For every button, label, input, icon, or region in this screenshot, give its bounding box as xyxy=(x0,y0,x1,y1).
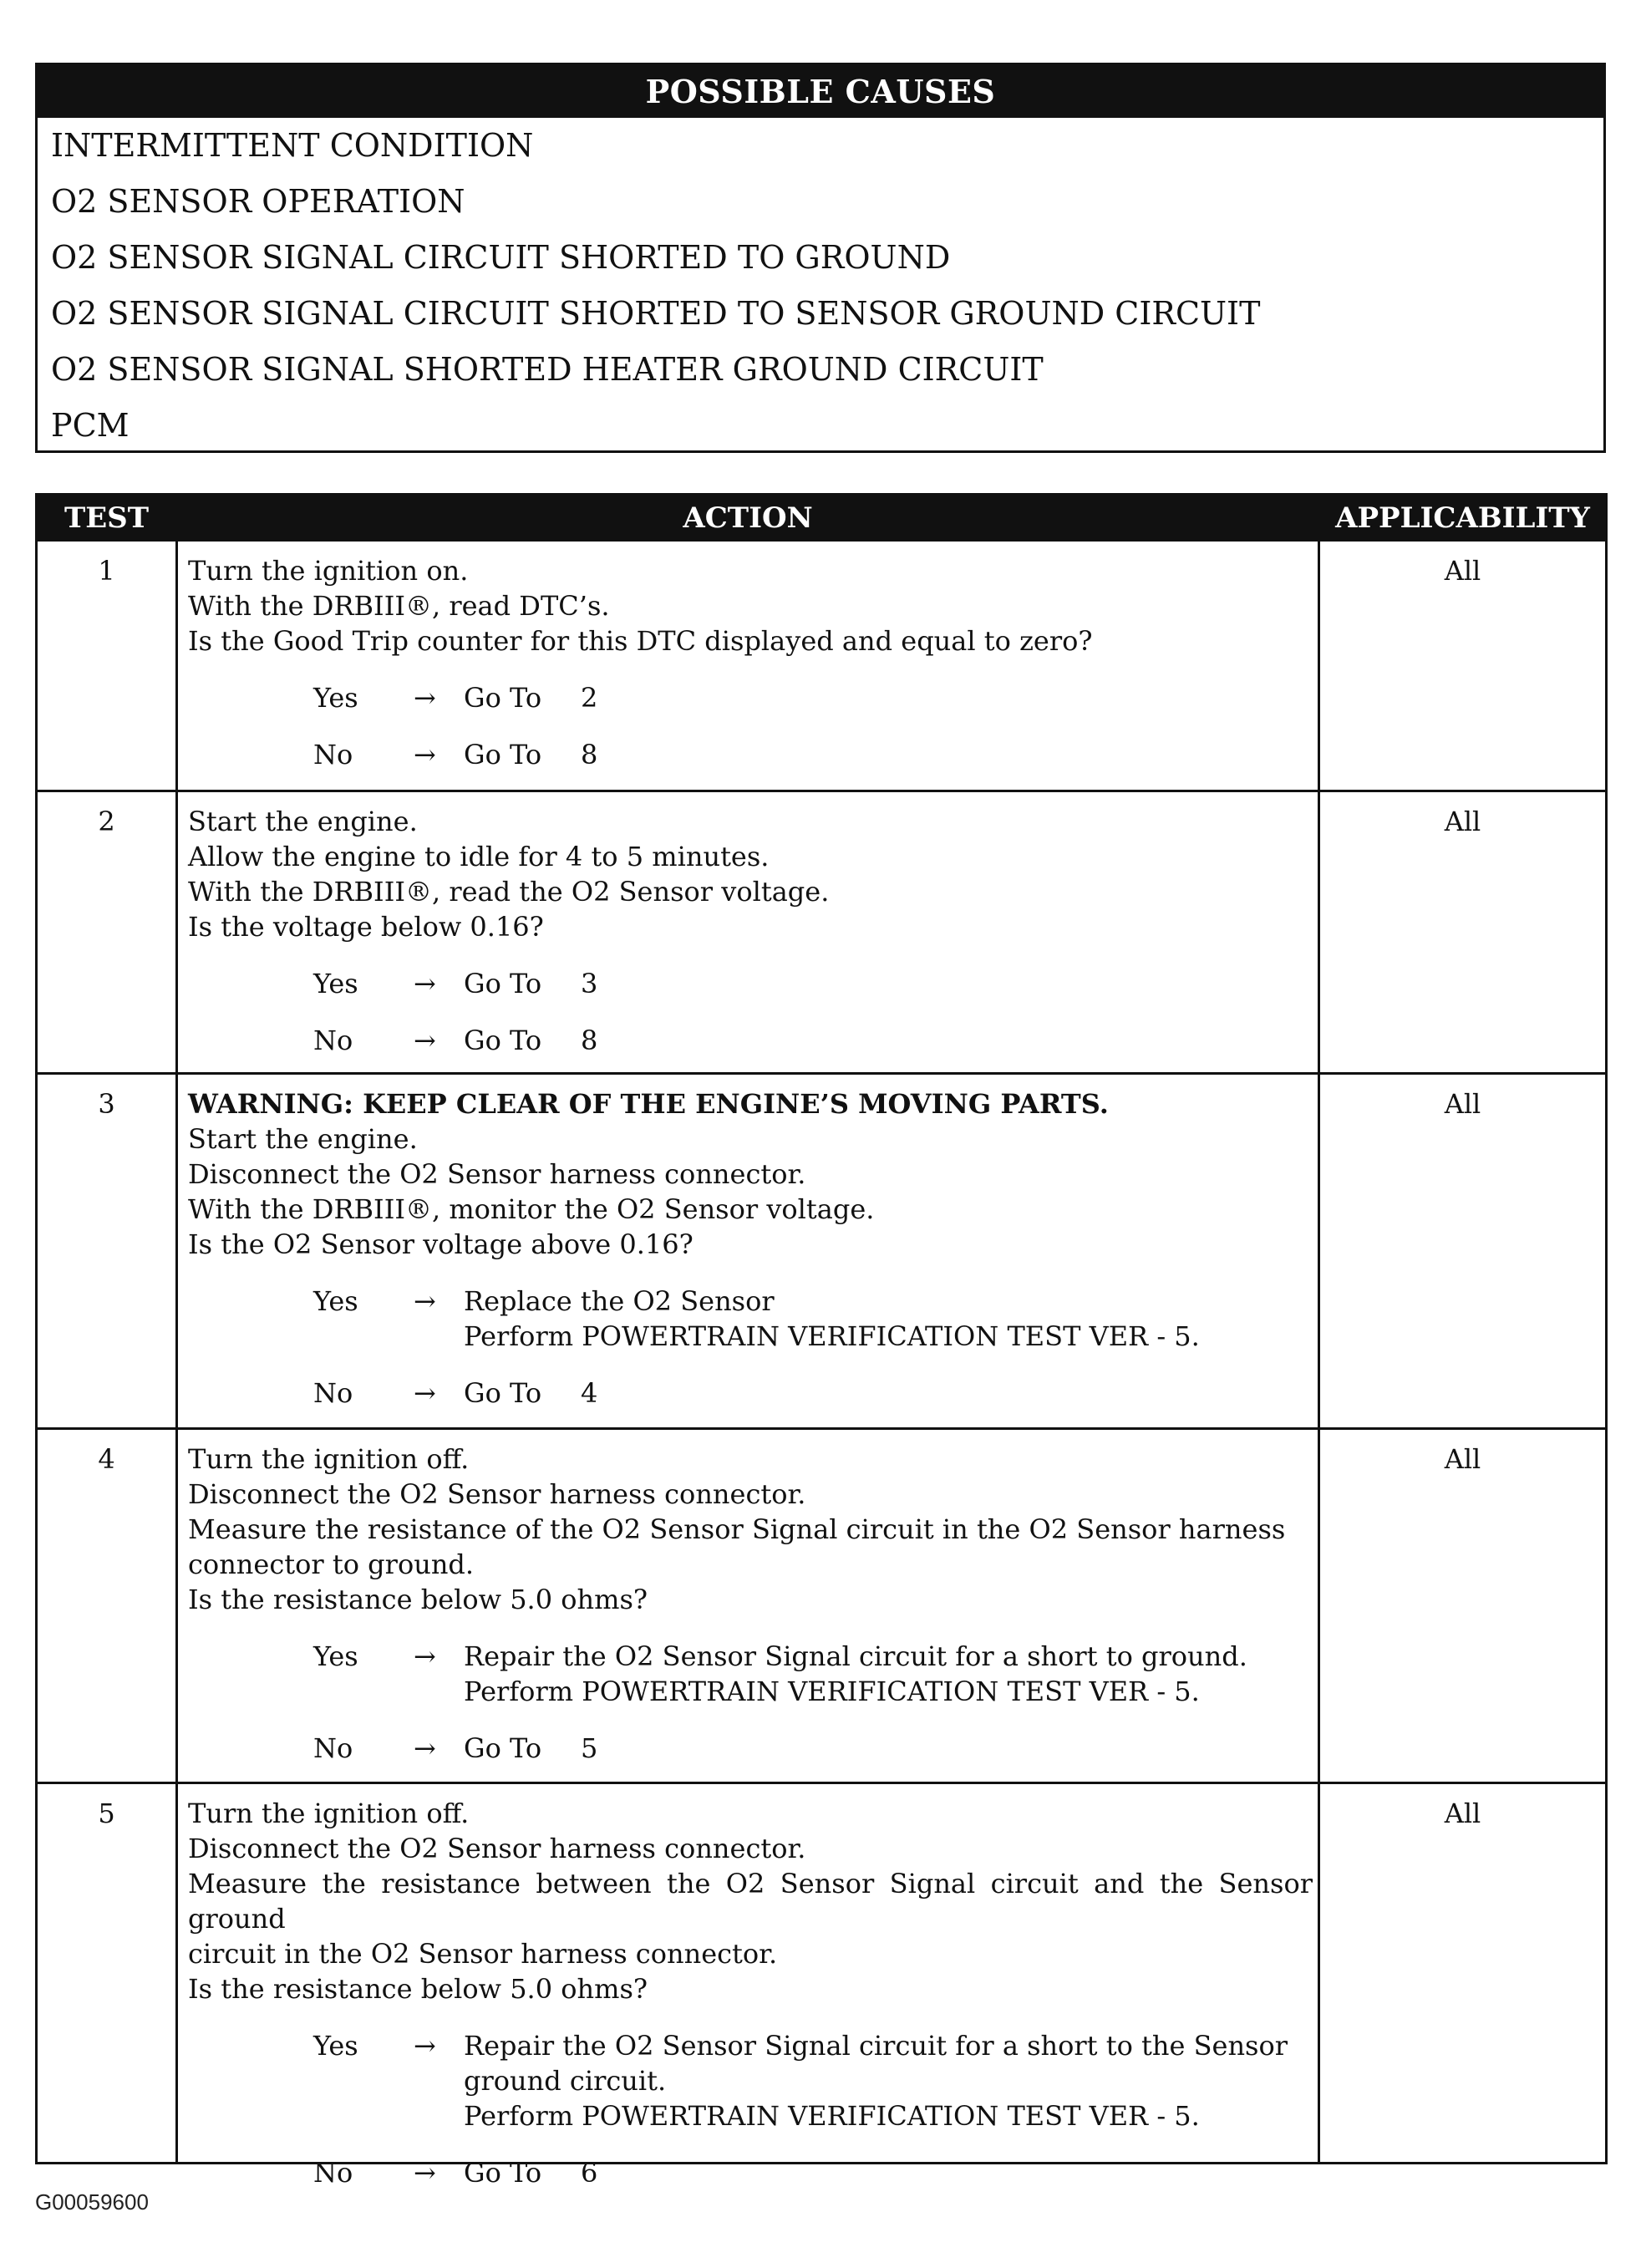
test-applicability: All xyxy=(1444,1088,1481,1120)
arrow-icon: → xyxy=(414,1285,436,1317)
action-line: With the DRBIII®, monitor the O2 Sensor voltage. xyxy=(188,1193,875,1225)
table-header xyxy=(38,496,1605,542)
test-applicability: All xyxy=(1444,555,1481,587)
action-line: Is the O2 Sensor voltage above 0.16? xyxy=(188,1228,693,1260)
no-branch xyxy=(188,1376,1313,1411)
arrow-icon: → xyxy=(414,2157,436,2189)
test-number: 1 xyxy=(98,555,115,587)
goto-target: 4 xyxy=(581,1377,598,1409)
no-branch xyxy=(188,2155,1313,2190)
goto-target: 3 xyxy=(581,968,598,999)
test-action xyxy=(188,804,1313,1058)
diagnostic-test-table xyxy=(35,493,1608,2189)
action-line: Disconnect the O2 Sensor harness connector. xyxy=(188,1158,806,1190)
action-line: With the DRBIII®, read DTC’s. xyxy=(188,590,610,622)
test-applicability: All xyxy=(1444,806,1481,837)
header-test: TEST xyxy=(64,501,150,535)
test-number: 3 xyxy=(98,1088,115,1120)
goto-label: Go To xyxy=(464,682,542,714)
table-row xyxy=(38,790,1605,1072)
goto-label: Go To xyxy=(464,1377,542,1409)
test-applicability: All xyxy=(1444,1798,1481,1829)
arrow-icon: → xyxy=(414,682,436,714)
no-branch xyxy=(188,1731,1313,1766)
yes-label: Yes xyxy=(313,968,358,999)
action-line: Allow the engine to idle for 4 to 5 minutes. xyxy=(188,841,770,872)
no-branch xyxy=(188,737,1313,772)
goto-target: 6 xyxy=(581,2157,598,2189)
yes-branch xyxy=(188,680,1313,715)
cause-item: O2 SENSOR OPERATION xyxy=(51,183,465,220)
action-line: Turn the ignition off. xyxy=(188,1798,470,1829)
yes-branch xyxy=(188,966,1313,1001)
table-row xyxy=(38,1072,1605,1427)
action-line: Disconnect the O2 Sensor harness connector. xyxy=(188,1478,806,1510)
test-action xyxy=(188,553,1313,772)
yes-label: Yes xyxy=(313,1640,358,1672)
yes-result-line: Replace the O2 Sensor xyxy=(464,1285,775,1317)
action-line: Is the voltage below 0.16? xyxy=(188,911,544,943)
yes-label: Yes xyxy=(313,682,358,714)
yes-result-line: Perform POWERTRAIN VERIFICATION TEST VER - 5. xyxy=(464,1320,1200,1352)
no-branch xyxy=(188,1023,1313,1058)
action-line: Start the engine. xyxy=(188,806,418,837)
action-line: Measure the resistance of the O2 Sensor Signal circuit in the O2 Sensor harness xyxy=(188,1513,1286,1545)
no-label: No xyxy=(313,2157,353,2189)
goto-label: Go To xyxy=(464,1025,542,1056)
action-line: With the DRBIII®, read the O2 Sensor voltage. xyxy=(188,876,830,908)
yes-label: Yes xyxy=(313,2030,358,2062)
goto-target: 5 xyxy=(581,1732,598,1764)
table-row xyxy=(38,1427,1605,1782)
action-line: Is the resistance below 5.0 ohms? xyxy=(188,1584,648,1615)
yes-result-line: ground circuit. xyxy=(464,2065,667,2097)
yes-result-line: Perform POWERTRAIN VERIFICATION TEST VER - 5. xyxy=(464,1676,1200,1707)
goto-target: 8 xyxy=(581,739,598,770)
action-line: Measure the resistance between the O2 Sensor Signal circuit and the Sensor ground xyxy=(188,1868,1313,1935)
test-action xyxy=(188,1086,1313,1411)
arrow-icon: → xyxy=(414,2030,436,2062)
goto-target: 8 xyxy=(581,1025,598,1056)
goto-label: Go To xyxy=(464,2157,542,2189)
action-line: Turn the ignition off. xyxy=(188,1443,470,1475)
header-applicability: APPLICABILITY xyxy=(1335,501,1590,535)
yes-branch xyxy=(188,1284,1313,1354)
figure-code: G00059600 xyxy=(35,2189,149,2215)
cause-item: INTERMITTENT CONDITION xyxy=(51,127,534,164)
goto-label: Go To xyxy=(464,968,542,999)
header-action: ACTION xyxy=(683,501,813,535)
goto-label: Go To xyxy=(464,739,542,770)
action-line: Start the engine. xyxy=(188,1123,418,1155)
arrow-icon: → xyxy=(414,968,436,999)
possible-causes-box xyxy=(35,63,1606,453)
yes-branch xyxy=(188,1639,1313,1709)
no-label: No xyxy=(313,1732,353,1764)
cause-item: O2 SENSOR SIGNAL SHORTED HEATER GROUND CIRCUIT xyxy=(51,351,1044,388)
arrow-icon: → xyxy=(414,1025,436,1056)
yes-label: Yes xyxy=(313,1285,358,1317)
action-line: Is the Good Trip counter for this DTC displayed and equal to zero? xyxy=(188,625,1093,657)
arrow-icon: → xyxy=(414,1732,436,1764)
test-applicability: All xyxy=(1444,1443,1481,1475)
table-row xyxy=(38,542,1605,790)
goto-target: 2 xyxy=(581,682,598,714)
cause-item: O2 SENSOR SIGNAL CIRCUIT SHORTED TO GROUND xyxy=(51,239,951,276)
action-line: Disconnect the O2 Sensor harness connector. xyxy=(188,1833,806,1864)
arrow-icon: → xyxy=(414,1640,436,1672)
no-label: No xyxy=(313,739,353,770)
arrow-icon: → xyxy=(414,739,436,770)
possible-causes-heading: POSSIBLE CAUSES xyxy=(38,65,1603,118)
test-number: 2 xyxy=(98,806,115,837)
test-number: 5 xyxy=(98,1798,115,1829)
action-line: connector to ground. xyxy=(188,1548,475,1580)
goto-label: Go To xyxy=(464,1732,542,1764)
test-action xyxy=(188,1442,1313,1766)
yes-branch xyxy=(188,2028,1313,2133)
yes-result-line: Repair the O2 Sensor Signal circuit for a short to ground. xyxy=(464,1640,1247,1672)
action-line: Turn the ignition on. xyxy=(188,555,469,587)
action-line: circuit in the O2 Sensor harness connector. xyxy=(188,1938,778,1970)
yes-result-line: Repair the O2 Sensor Signal circuit for a short to the Sensor xyxy=(464,2030,1288,2062)
test-action xyxy=(188,1796,1313,2190)
warning-text: WARNING: KEEP CLEAR OF THE ENGINE’S MOVING PARTS. xyxy=(188,1088,1109,1120)
no-label: No xyxy=(313,1377,353,1409)
action-line: Is the resistance below 5.0 ohms? xyxy=(188,1973,648,2005)
cause-item: PCM xyxy=(51,407,130,444)
table-row xyxy=(38,1782,1605,2189)
arrow-icon: → xyxy=(414,1377,436,1409)
no-label: No xyxy=(313,1025,353,1056)
test-number: 4 xyxy=(98,1443,115,1475)
cause-item: O2 SENSOR SIGNAL CIRCUIT SHORTED TO SENSOR GROUND CIRCUIT xyxy=(51,295,1261,332)
yes-result-line: Perform POWERTRAIN VERIFICATION TEST VER - 5. xyxy=(464,2100,1200,2132)
